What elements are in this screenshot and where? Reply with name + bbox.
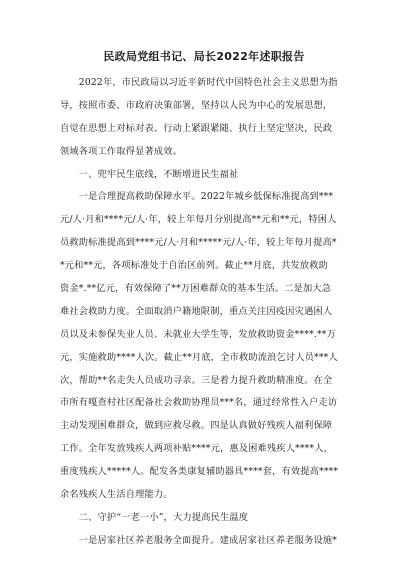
body-line: 余名残疾人生活自理能力。 — [60, 489, 173, 501]
body-line: 一是合理提高救助保障水平。2022年城乡低保标准提高到*** — [60, 191, 334, 203]
body-line: 工作。全年发放残疾人两项补贴****元，惠及困难残疾人****人， — [60, 443, 334, 455]
body-line: 市所有嘎查村社区配备社会救助协理员***名，通过经常性入户走访 — [60, 397, 338, 409]
body-line: 一是居家社区养老服务全面提升。建成居家社区养老服务设施* — [60, 534, 338, 546]
body-line: 主动发现困难群众，做到应救尽救。四是认真做好残疾人福利保障 — [60, 420, 333, 432]
body-line: 重度残疾人*****人。配发各类康复辅助器具****套，有效提高**** — [60, 466, 339, 478]
body-line: 员以及未参保失业人员、未就业大学生等，发放救助资金****.**万 — [60, 328, 336, 340]
body-line: 员救助标准提高到****元/人·月和*****元/人·年，较上年每月提高* — [60, 237, 337, 249]
document-title: 民政局党组书记、局长2022年述职报告 — [103, 50, 305, 63]
body-line: 自觉在思想上对标对表、行动上紧跟紧随、执行上坚定坚决，民政 — [60, 122, 333, 134]
body-line: 难社会救助力度。全面取消户籍地限制，重点关注因疫因灾遇困人 — [60, 305, 333, 317]
document-body — [60, 72, 350, 553]
body-line: 2022年，市民政局以习近平新时代中国特色社会主义思想为指 — [60, 77, 338, 88]
section-heading: 一、兜牢民生底线，不断增进民生福祉 — [60, 168, 239, 180]
body-line: *元和**元，各项标准处于自治区前列。截止**月底，共发放救助 — [60, 260, 329, 272]
body-line: 元，实施救助****人次。截止**月底，全市救助流浪乞讨人员***人 — [60, 351, 338, 363]
body-line: 次，帮助**名走失人员成功寻亲。三是着力提升救助精准度。在全 — [60, 374, 333, 386]
body-line: 导，按照市委、市政府决策部署，坚持以人民为中心的发展思想， — [60, 99, 333, 111]
body-line: 元/人·月和****元/人·年，较上年每月分别提高**元和**元，特困人 — [60, 214, 337, 226]
body-line: 资金*.**亿元，有效保障了**万困难群众的基本生活。二是加大急 — [60, 283, 332, 295]
body-line: 领域各项工作取得显著成效。 — [60, 145, 183, 157]
section-heading: 二、守护“一老一小”，大力提高民生温度 — [60, 511, 249, 523]
